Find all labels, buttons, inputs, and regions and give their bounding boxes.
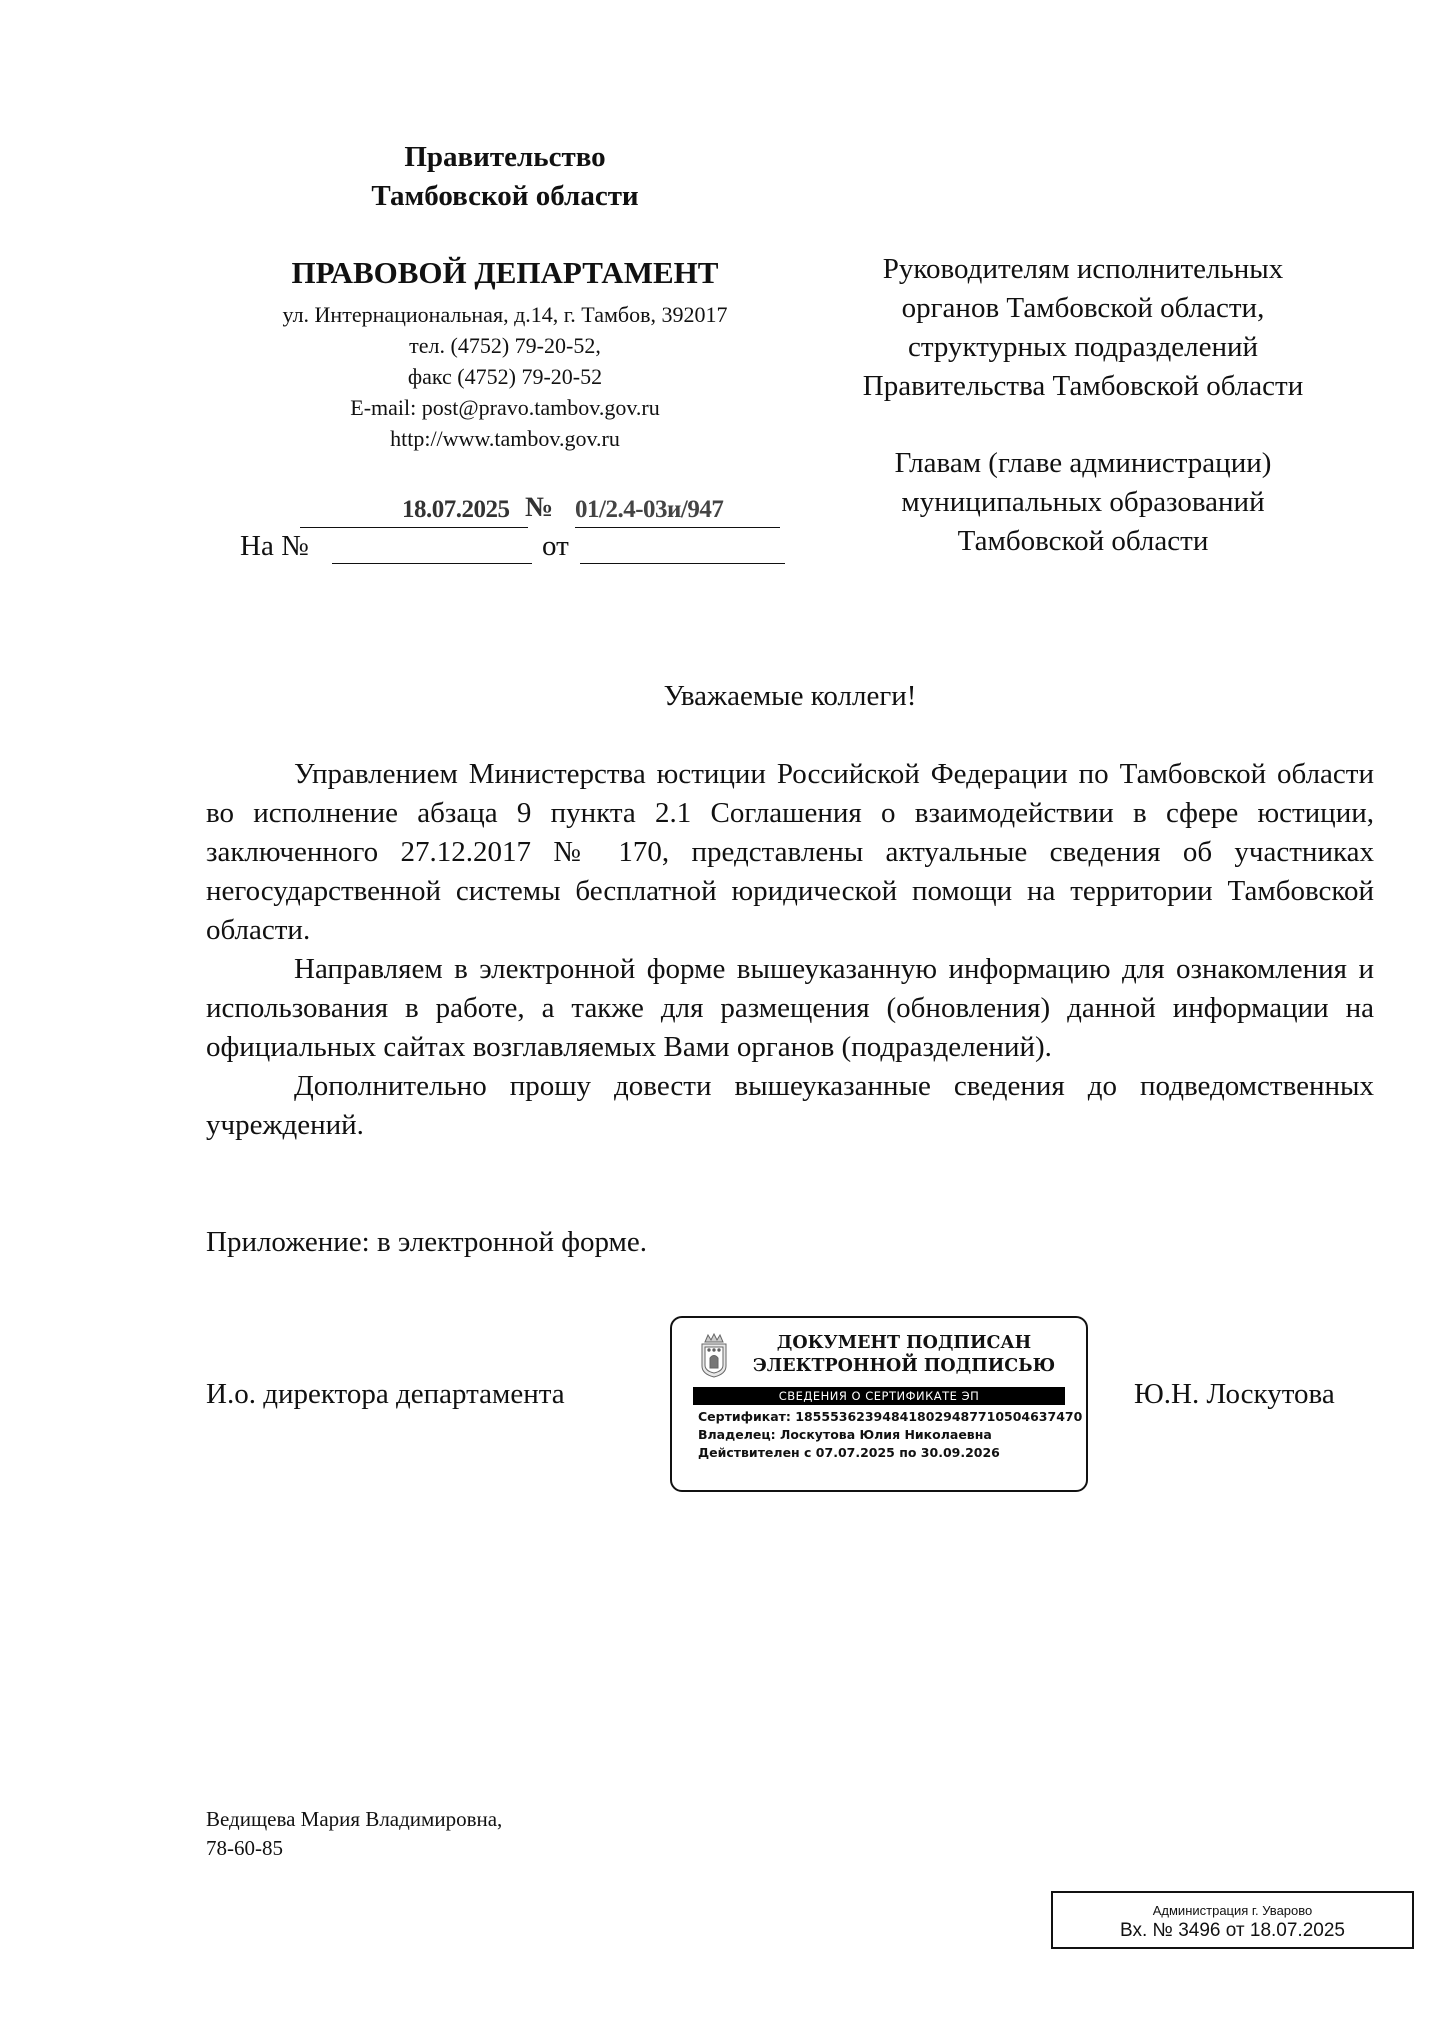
addressee-line: Руководителям исполнительных (882, 253, 1284, 285)
addressee-line: Правительства Тамбовской области (862, 370, 1304, 402)
phone: тел. (4752) 79-20-52, (409, 333, 601, 358)
signatory-name: Ю.Н. Лоскутова (1134, 1378, 1335, 1410)
reply-number-label: На № (240, 530, 309, 562)
reply-reference (240, 530, 800, 570)
certificate-number: Сертификат: 18555362394841802948771050463747​0 (698, 1409, 1083, 1424)
website: http://www.tambov.gov.ru (390, 426, 620, 451)
certificate-details (698, 1409, 1088, 1463)
outgoing-registration (300, 492, 780, 530)
receiving-organization: Администрация г. Уварово (1152, 1903, 1313, 1918)
certificate-info-bar: СВЕДЕНИЯ О СЕРТИФИКАТЕ ЭП (693, 1387, 1065, 1405)
stamp-title-line1: ДОКУМЕНТ ПОДПИСАН (776, 1333, 1032, 1353)
addressee-line: органов Тамбовской области, (901, 292, 1265, 324)
fax: факс (4752) 79-20-52 (407, 364, 603, 389)
body-paragraph: Направляем в электронной форме вышеуказанную информацию для ознакомления и использования в работе, а также для размещения (обновления) данной информации на официальных сайтах возглавляемых Вами органов (подразделений). (206, 953, 1374, 1063)
letter-body (206, 755, 1374, 1145)
signatory-position: И.о. директора департамента (206, 1378, 565, 1410)
addressee-line: муниципальных образований (901, 486, 1265, 518)
org-name-line2: Тамбовской области (371, 180, 639, 212)
number-sign: № (525, 492, 554, 523)
executor-phone: 78-60-85 (206, 1836, 283, 1860)
attachment-note: Приложение: в электронной форме. (206, 1226, 648, 1258)
reply-date-field (580, 530, 785, 564)
org-name-line1: Правительство (404, 141, 606, 173)
email: E-mail: post@pravo.tambov.gov.ru (350, 395, 660, 420)
electronic-signature-stamp (670, 1316, 1088, 1492)
department-name: ПРАВОВОЙ ДЕПАРТАМЕНТ (291, 255, 719, 290)
contact-block (225, 299, 785, 454)
certificate-validity: Действителен с 07.07.2025 по 30.09.2026 (698, 1445, 1000, 1460)
letterhead (225, 138, 785, 454)
incoming-number: Вх. № 3496 от 18.07.2025 (1120, 1920, 1345, 1941)
coat-of-arms-icon (699, 1332, 729, 1378)
reply-from-label: от (542, 530, 569, 562)
stamp-title (734, 1332, 1074, 1378)
addressee-block (818, 250, 1348, 561)
address: ул. Интернациональная, д.14, г. Тамбов, 392017 (282, 302, 728, 327)
registration-number: 01/2.4-03и/947 (575, 496, 724, 523)
body-paragraph: Управлением Министерства юстиции Российской Федерации по Тамбовской области во исполнение абзаца 9 пункта 2.1 Соглашения о взаимодействии в сфере юстиции, заключенного 27.12.2017 № 170, представлены актуальные сведения об участниках негосударственной системы бесплатной юридической помощи на территории Тамбовской области. (206, 758, 1374, 946)
stamp-title-line2: ЭЛЕКТРОННОЙ ПОДПИСЬЮ (752, 1356, 1056, 1376)
body-paragraph: Дополнительно прошу довести вышеуказанные сведения до подведомственных учреждений. (206, 1070, 1374, 1141)
incoming-registration-stamp (1051, 1891, 1414, 1949)
addressee-line: Тамбовской области (957, 525, 1209, 557)
addressee-line: Главам (главе администрации) (894, 447, 1272, 479)
reply-number-field (332, 530, 532, 564)
registration-date: 18.07.2025 (402, 496, 510, 523)
executor-name: Ведищева Мария Владимировна, (206, 1807, 503, 1831)
executor-info (206, 1805, 502, 1863)
greeting: Уважаемые коллеги! (663, 680, 917, 712)
certificate-owner: Владелец: Лоскутова Юлия Николаевна (698, 1427, 992, 1442)
addressee-line: структурных подразделений (907, 331, 1259, 363)
